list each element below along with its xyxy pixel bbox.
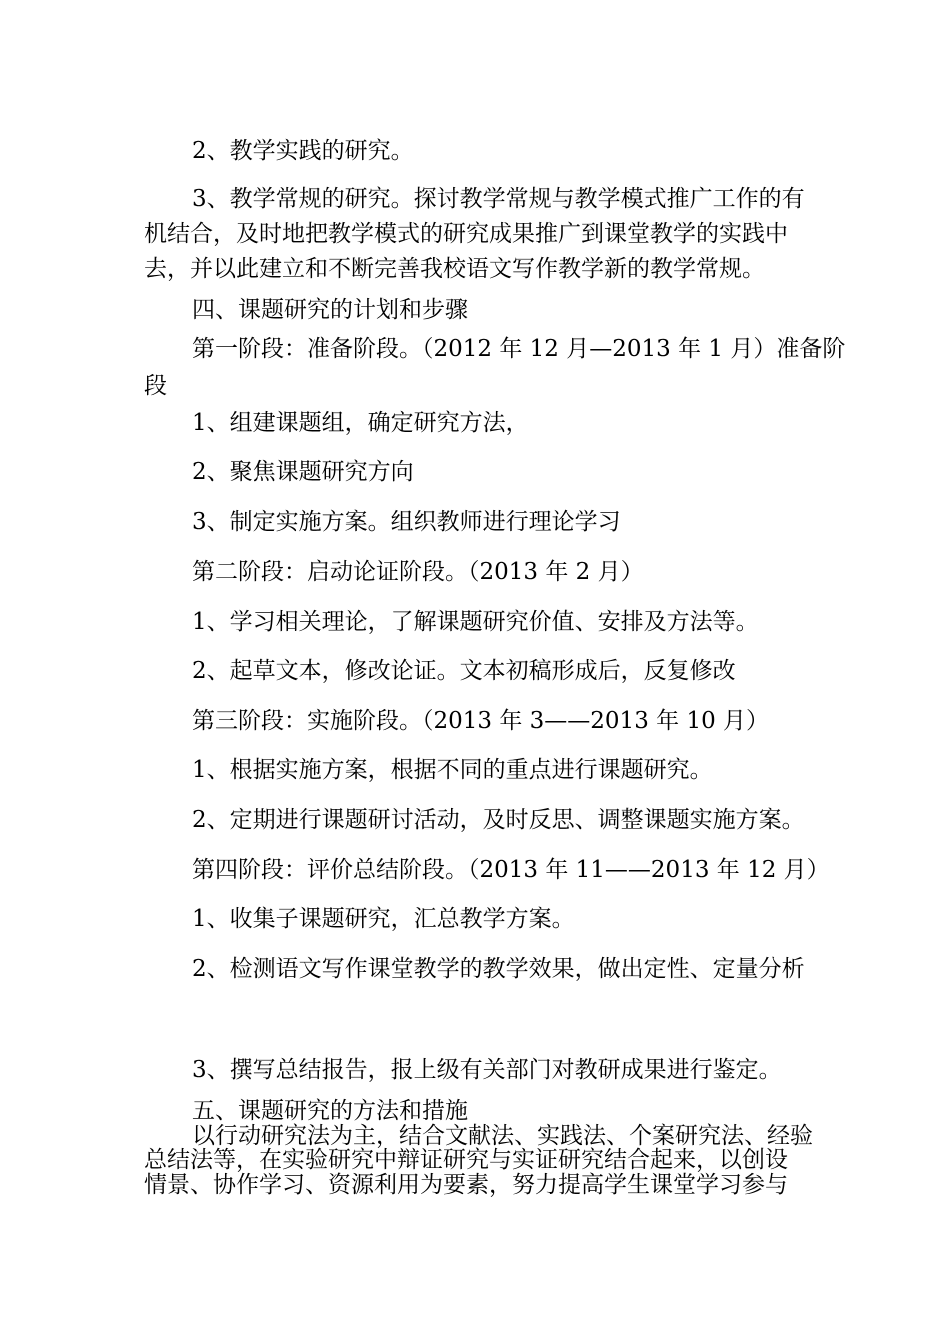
section-heading: 五、课题研究的方法和措施 [192,1098,468,1124]
list-item: 2、聚焦课题研究方向 [192,459,414,485]
paragraph-line: 以行动研究法为主，结合文献法、实践法、个案研究法、经验 [192,1123,813,1149]
list-item: 1、收集子课题研究，汇总教学方案。 [192,906,575,932]
list-item: 3、制定实施方案。组织教师进行理论学习 [192,509,621,535]
paragraph-line: 情景、协作学习、资源利用为要素，努力提高学生课堂学习参与 [144,1172,788,1198]
list-item: 1、组建课题组，确定研究方法， [192,410,529,436]
list-item: 3、撰写总结报告，报上级有关部门对教研成果进行鉴定。 [192,1057,782,1083]
list-item: 1、根据实施方案，根据不同的重点进行课题研究。 [192,757,713,783]
paragraph-line: 去，并以此建立和不断完善我校语文写作教学新的教学常规。 [144,256,765,282]
paragraph-line: 第四阶段：评价总结阶段。（2013 年 11——2013 年 12 月） [192,857,830,883]
paragraph-line: 总结法等，在实验研究中辩证研究与实证研究结合起来，以创设 [144,1147,788,1173]
list-item: 2、检测语文写作课堂教学的教学效果，做出定性、定量分析 [192,956,805,982]
paragraph-line: 2、教学实践的研究。 [192,138,414,164]
paragraph-line: 3、教学常规的研究。探讨教学常规与教学模式推广工作的有 [192,186,805,212]
list-item: 2、定期进行课题研讨活动，及时反思、调整课题实施方案。 [192,807,805,833]
paragraph-line: 机结合，及时地把教学模式的研究成果推广到课堂教学的实践中 [144,221,788,247]
section-heading: 四、课题研究的计划和步骤 [192,297,468,323]
paragraph-line: 段 [144,373,167,399]
list-item: 2、起草文本，修改论证。文本初稿形成后，反复修改 [192,658,736,684]
paragraph-line: 第三阶段：实施阶段。（2013 年 3——2013 年 10 月） [192,708,770,734]
list-item: 1、学习相关理论，了解课题研究价值、安排及方法等。 [192,609,759,635]
paragraph-line: 第一阶段：准备阶段。（2012 年 12 月—2013 年 1 月）准备阶 [192,336,846,362]
paragraph-line: 第二阶段：启动论证阶段。（2013 年 2 月） [192,559,644,585]
